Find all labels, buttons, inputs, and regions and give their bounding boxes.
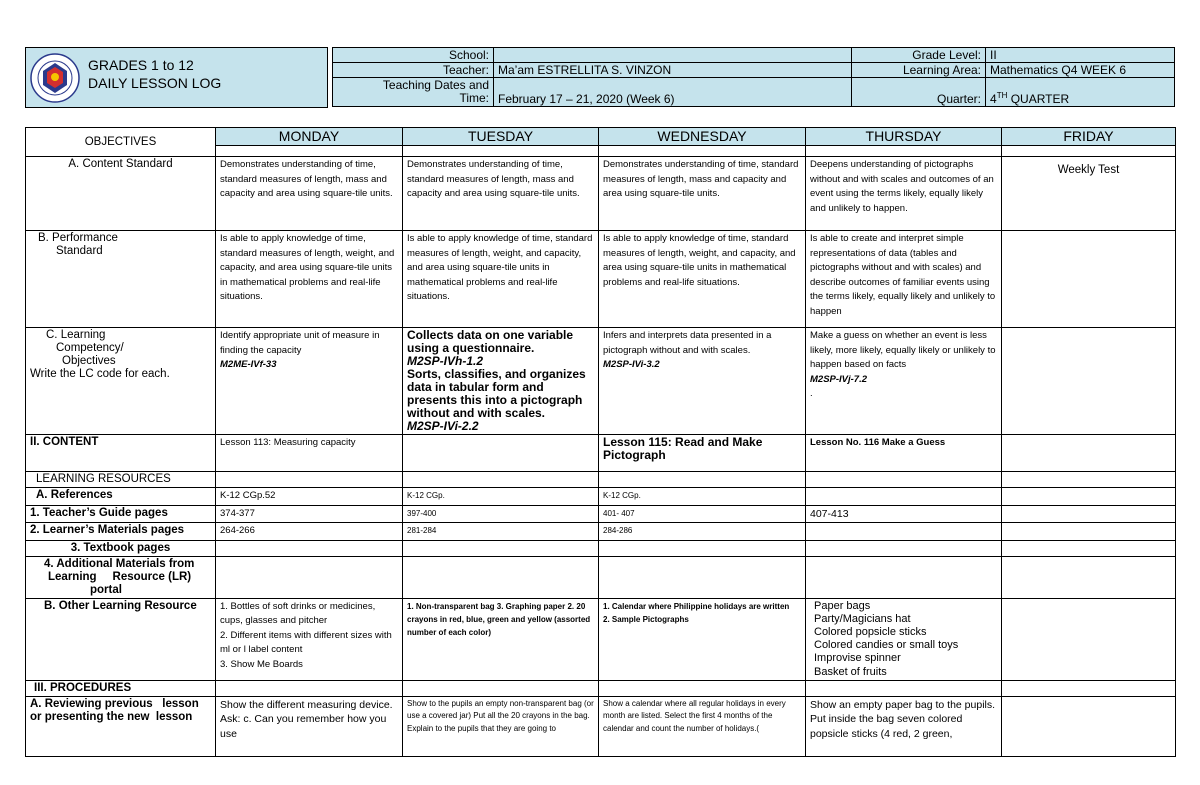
- competency-tuesday-text-2: Sorts, classifies, and organizes data in tabular form and presents this into a pictograph without and with scales.: [407, 367, 586, 420]
- competency-thursday: [806, 328, 1002, 435]
- blank-cell: [599, 556, 806, 598]
- other-resource-wednesday: [599, 598, 806, 680]
- content-label: II. CONTENT: [26, 435, 216, 472]
- competency-thursday-text: Make a guess on whether an event is less likely, more likely, equally likely or unlikely to happen based on facts: [810, 330, 996, 370]
- other-resource-label: B. Other Learning Resource: [26, 598, 216, 680]
- competency-tuesday-text-1: Collects data on one variable using a questionnaire.: [407, 328, 574, 355]
- content-standard-label: A. Content Standard: [26, 157, 216, 231]
- references-wednesday: K-12 CGp.: [599, 488, 806, 506]
- grade-level-label: Grade Level:: [852, 48, 986, 63]
- competency-label-4: Write the LC code for each.: [30, 368, 170, 380]
- content-standard-monday: Demonstrates understanding of time, standard measures of length, mass and capacity and area using square-tile units.: [216, 157, 403, 231]
- quarter-sup: TH: [996, 91, 1008, 100]
- performance-standard-wednesday: Is able to apply knowledge of time, standard measures of length, weight, and capacity, and area using square-tile units in mathematical problems and real-life situations.: [599, 231, 806, 328]
- other-resource-monday: [216, 598, 403, 680]
- other-resource-thursday-item: Colored candies or small toys: [814, 639, 959, 652]
- blank-cell: [403, 556, 599, 598]
- school-value: [494, 48, 852, 63]
- competency-thursday-code: M2SP-IVj-7.2: [810, 373, 868, 385]
- other-resource-monday-item: 2. Different items with different sizes with ml or l label content: [220, 629, 392, 655]
- blank-cell: [403, 680, 599, 696]
- blank-cell: [1002, 680, 1176, 696]
- teacher-label: Teacher:: [333, 63, 494, 78]
- reviewing-wednesday: Show a calendar where all regular holidays in every month are listed. Select the first 4 months of the calendar and count the number of holidays.(: [599, 696, 806, 756]
- content-wednesday: Lesson 115: Read and Make Pictograph: [599, 435, 806, 472]
- blank-cell: [806, 472, 1002, 488]
- other-resource-thursday-item: Colored popsicle sticks: [814, 625, 927, 638]
- competency-wednesday-code: M2SP-IVi-3.2: [603, 359, 660, 370]
- blank-cell: [1002, 146, 1176, 157]
- school-label: School:: [333, 48, 494, 63]
- blank-cell: [806, 680, 1002, 696]
- title-line-1: GRADES 1 to 12: [88, 57, 194, 73]
- performance-standard-tuesday: Is able to apply knowledge of time, standard measures of length, weight, and capacity, and area using square-tile units in mathematical problems and real-life situations.: [403, 231, 599, 328]
- reviewing-thursday: Show an empty paper bag to the pupils. Put inside the bag seven colored popsicle sticks (4 red, 2 green,: [806, 696, 1002, 756]
- teachers-guide-monday: 374-377: [216, 505, 403, 523]
- learning-area-value: Mathematics Q4 WEEK 6: [986, 63, 1175, 78]
- reviewing-label: [26, 696, 216, 756]
- other-resource-monday-item: 1. Bottles of soft drinks or medicines, cups, glasses and pitcher: [220, 600, 376, 626]
- performance-standard-monday: Is able to apply knowledge of time, standard measures of length, weight, and capacity, and area using square-tile units in mathematical problems and real-life situations.: [216, 231, 403, 328]
- quarter-rest: QUARTER: [1007, 92, 1070, 106]
- competency-monday: [216, 328, 403, 435]
- learners-materials-thursday: [806, 523, 1002, 541]
- blank-cell: [216, 540, 403, 556]
- blank-cell: [806, 146, 1002, 157]
- deped-seal-icon: [30, 53, 80, 103]
- competency-tuesday-code-2: M2SP-IVi-2.2: [407, 419, 479, 433]
- other-resource-thursday-item: Party/Magicians hat: [814, 612, 911, 625]
- reviewing-monday: Show the different measuring device. Ask: c. Can you remember how you use: [216, 696, 403, 756]
- blank-cell: [1002, 540, 1176, 556]
- teachers-guide-thursday: 407-413: [806, 505, 1002, 523]
- teachers-guide-tuesday: 397-400: [403, 505, 599, 523]
- blank-cell: [403, 540, 599, 556]
- blank-cell: [403, 472, 599, 488]
- content-friday: [1002, 435, 1176, 472]
- performance-standard-label-2: Standard: [56, 245, 103, 257]
- other-resource-monday-item: 3. Show Me Boards: [220, 658, 303, 670]
- dates-label-line-2: Time:: [459, 91, 489, 105]
- reviewing-label-1: A. Reviewing previous lesson: [30, 697, 199, 710]
- performance-standard-label-1: B. Performance: [38, 232, 118, 244]
- day-header-monday: MONDAY: [216, 128, 403, 146]
- blank-cell: [1002, 472, 1176, 488]
- reviewing-tuesday: Show to the pupils an empty non-transparent bag (or use a covered jar) Put all the 20 crayons in the bag. Explain to the pupils that they are going to: [403, 696, 599, 756]
- additional-materials-label: [26, 556, 216, 598]
- blank-cell: [599, 472, 806, 488]
- performance-standard-friday: [1002, 231, 1176, 328]
- teacher-value: Ma’am ESTRELLITA S. VINZON: [494, 63, 852, 78]
- blank-cell: [806, 540, 1002, 556]
- content-standard-friday: Weekly Test: [1002, 157, 1176, 231]
- competency-thursday-dot: .: [810, 388, 813, 399]
- dates-value: February 17 – 21, 2020 (Week 6): [494, 78, 852, 107]
- reviewing-friday: [1002, 696, 1176, 756]
- additional-materials-label-2: Learning Resource (LR): [48, 570, 192, 583]
- competency-label: [26, 328, 216, 435]
- references-friday: [1002, 488, 1176, 506]
- competency-wednesday-text: Infers and interprets data presented in a pictograph without and with scales.: [603, 330, 772, 356]
- header-title-block: [25, 47, 328, 108]
- references-thursday: [806, 488, 1002, 506]
- blank-cell: [599, 540, 806, 556]
- blank-cell: [216, 556, 403, 598]
- teachers-guide-label: 1. Teacher’s Guide pages: [26, 505, 216, 523]
- content-tuesday: [403, 435, 599, 472]
- dates-label-line-1: Teaching Dates and: [382, 78, 489, 92]
- competency-monday-code: M2ME-IVf-33: [220, 359, 277, 370]
- other-resource-thursday-item: Paper bags: [814, 599, 871, 612]
- quarter-label: Quarter:: [852, 78, 986, 107]
- other-resource-thursday-item: Basket of fruits: [814, 665, 887, 678]
- objectives-heading: OBJECTIVES: [26, 128, 216, 157]
- blank-cell: [216, 472, 403, 488]
- learners-materials-friday: [1002, 523, 1176, 541]
- competency-label-1: C. Learning: [46, 329, 106, 341]
- additional-materials-label-1: 4. Additional Materials from: [44, 557, 195, 570]
- learning-area-label: Learning Area:: [852, 63, 986, 78]
- learners-materials-monday: 264-266: [216, 523, 403, 541]
- day-header-wednesday: WEDNESDAY: [599, 128, 806, 146]
- competency-wednesday: [599, 328, 806, 435]
- blank-cell: [806, 556, 1002, 598]
- competency-tuesday-code-1: M2SP-IVh-1.2: [407, 354, 484, 368]
- additional-materials-label-3: portal: [90, 583, 122, 596]
- learners-materials-label: 2. Learner’s Materials pages: [26, 523, 216, 541]
- content-standard-tuesday: Demonstrates understanding of time, standard measures of length, mass and capacity and area using square-tile units.: [403, 157, 599, 231]
- other-resource-thursday-item: Improvise spinner: [814, 652, 901, 665]
- content-standard-wednesday: Demonstrates understanding of time, standard measures of length, mass and capacity and area using square-tile units.: [599, 157, 806, 231]
- other-resource-wednesday-item: 2. Sample Pictographs: [603, 614, 689, 624]
- competency-tuesday: [403, 328, 599, 435]
- other-resource-thursday: [806, 598, 1002, 680]
- quarter-num: 4: [990, 92, 997, 106]
- header-info-table: [332, 47, 1175, 107]
- competency-label-2: Competency/: [56, 342, 124, 354]
- content-standard-thursday: Deepens understanding of pictographs without and with scales and outcomes of an event using the terms likely, equally likely and unlikely to happen.: [806, 157, 1002, 231]
- references-tuesday: K-12 CGp.: [403, 488, 599, 506]
- textbook-label: 3. Textbook pages: [26, 540, 216, 556]
- competency-friday: [1002, 328, 1176, 435]
- performance-standard-label: [26, 231, 216, 328]
- teachers-guide-wednesday: 401- 407: [599, 505, 806, 523]
- day-header-tuesday: TUESDAY: [403, 128, 599, 146]
- dates-label: [333, 78, 494, 107]
- grade-level-value: II: [986, 48, 1175, 63]
- content-thursday: Lesson No. 116 Make a Guess: [806, 435, 1002, 472]
- performance-standard-thursday: Is able to create and interpret simple representations of data (tables and pictographs without and with scales) and describe outcomes of familiar events using the terms likely, equally likely and unlikely to happen: [806, 231, 1002, 328]
- blank-cell: [599, 146, 806, 157]
- competency-monday-text: Identify appropriate unit of measure in finding the capacity: [220, 330, 380, 356]
- title-line-2: DAILY LESSON LOG: [88, 75, 222, 91]
- reviewing-label-2: or presenting the new lesson: [30, 710, 193, 723]
- quarter-value: [986, 78, 1175, 107]
- learners-materials-tuesday: 281-284: [403, 523, 599, 541]
- other-resource-friday: [1002, 598, 1176, 680]
- procedures-label: III. PROCEDURES: [26, 680, 216, 696]
- references-label: A. References: [26, 488, 216, 506]
- content-monday: Lesson 113: Measuring capacity: [216, 435, 403, 472]
- teachers-guide-friday: [1002, 505, 1176, 523]
- day-header-friday: FRIDAY: [1002, 128, 1176, 146]
- blank-cell: [216, 680, 403, 696]
- blank-cell: [599, 680, 806, 696]
- blank-cell: [403, 146, 599, 157]
- blank-cell: [1002, 556, 1176, 598]
- learners-materials-wednesday: 284-286: [599, 523, 806, 541]
- other-resource-tuesday: 1. Non-transparent bag 3. Graphing paper 2. 20 crayons in red, blue, green and yellow (assorted number of each color): [403, 598, 599, 680]
- competency-label-3: Objectives: [62, 355, 116, 367]
- day-header-thursday: THURSDAY: [806, 128, 1002, 146]
- lesson-log-table: [25, 127, 1176, 757]
- blank-cell: [216, 146, 403, 157]
- references-monday: K-12 CGp.52: [216, 488, 403, 506]
- learning-resources-label: LEARNING RESOURCES: [26, 472, 216, 488]
- other-resource-wednesday-item: 1. Calendar where Philippine holidays are written: [603, 601, 790, 611]
